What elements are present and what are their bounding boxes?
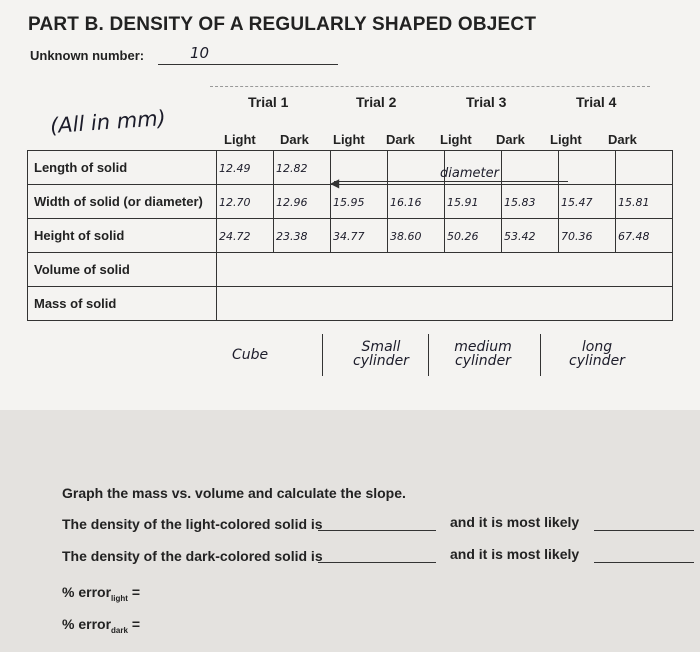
cell-value: 12.70 — [219, 196, 251, 209]
table-cell[interactable] — [445, 219, 502, 253]
cell-value: 15.95 — [333, 196, 365, 209]
dark-likely-prompt: and it is most likely — [450, 546, 580, 562]
diameter-note: diameter — [440, 166, 499, 181]
row-label-mass: Mass of solid — [28, 287, 217, 321]
cell-value: 24.72 — [219, 230, 251, 243]
table-cell[interactable] — [274, 151, 331, 185]
unknown-number-line — [158, 64, 338, 65]
light-density-prompt: The density of the light-colored solid is — [62, 516, 323, 532]
cell-value: 12.96 — [276, 196, 308, 209]
table-cell[interactable] — [559, 151, 616, 185]
divider — [428, 334, 429, 376]
diameter-arrow — [334, 181, 568, 182]
shape-label-small-cylinder: Small cylinder — [353, 339, 409, 369]
table-cell[interactable] — [616, 151, 673, 185]
table-row — [28, 287, 673, 321]
table-cell-empty[interactable] — [217, 253, 673, 287]
trial-2-header: Trial 2 — [356, 94, 397, 110]
shape-label-long-cylinder: long cylinder — [569, 339, 625, 369]
table-cell[interactable] — [502, 151, 559, 185]
cell-value: 15.83 — [504, 196, 536, 209]
table-cell[interactable] — [217, 185, 274, 219]
table-cell[interactable] — [445, 185, 502, 219]
cell-value: 70.36 — [561, 230, 593, 243]
error-label: % error — [62, 616, 112, 632]
cell-value: 12.82 — [276, 162, 308, 175]
table-cell[interactable] — [388, 219, 445, 253]
cell-value: 34.77 — [333, 230, 365, 243]
cell-value: 15.81 — [618, 196, 650, 209]
trial-1-header: Trial 1 — [248, 94, 289, 110]
table-cell[interactable] — [274, 185, 331, 219]
table-row — [28, 253, 673, 287]
trial-3-header: Trial 3 — [466, 94, 507, 110]
cell-value: 38.60 — [390, 230, 422, 243]
subheader-light: Light — [550, 132, 582, 147]
error-light-subscript: light — [111, 593, 128, 603]
table-cell[interactable] — [559, 185, 616, 219]
table-cell[interactable] — [217, 219, 274, 253]
subheader-dark: Dark — [280, 132, 309, 147]
dark-density-prompt: The density of the dark-colored solid is — [62, 548, 323, 564]
cell-value: 53.42 — [504, 230, 536, 243]
table-cell-empty[interactable] — [217, 287, 673, 321]
units-note: (All in mm) — [49, 105, 167, 139]
cell-value: 50.26 — [447, 230, 479, 243]
table-cell[interactable] — [502, 185, 559, 219]
error-label: % error — [62, 584, 112, 600]
shape-label-cube: Cube — [232, 347, 269, 363]
shape-label-medium-cylinder: medium cylinder — [454, 339, 512, 369]
subheader-dark: Dark — [608, 132, 637, 147]
divider — [322, 334, 323, 376]
unknown-number-label: Unknown number: — [30, 48, 145, 63]
table-row — [28, 185, 673, 219]
table-cell[interactable] — [388, 185, 445, 219]
dark-likely-blank[interactable] — [594, 562, 694, 563]
table-cell[interactable] — [616, 219, 673, 253]
cell-value: 12.49 — [219, 162, 251, 175]
equals-sign: = — [131, 584, 140, 600]
table-row — [28, 151, 673, 185]
light-likely-blank[interactable] — [594, 530, 694, 531]
light-density-blank[interactable] — [318, 530, 436, 531]
percent-error-light — [62, 584, 140, 603]
error-dark-subscript: dark — [111, 625, 128, 635]
row-label-width: Width of solid (or diameter) — [28, 185, 217, 219]
table-cell[interactable] — [616, 185, 673, 219]
table-cell[interactable] — [331, 219, 388, 253]
subheader-light: Light — [224, 132, 256, 147]
page-title: PART B. DENSITY OF A REGULARLY SHAPED OBJECT — [28, 14, 537, 35]
table-row — [28, 219, 673, 253]
subheader-light: Light — [440, 132, 472, 147]
row-label-length: Length of solid — [28, 151, 217, 185]
cell-value: 67.48 — [618, 230, 650, 243]
subheader-dark: Dark — [496, 132, 525, 147]
row-label-height: Height of solid — [28, 219, 217, 253]
cell-value: 15.91 — [447, 196, 479, 209]
data-table — [27, 150, 673, 321]
subheader-light: Light — [333, 132, 365, 147]
percent-error-dark — [62, 616, 140, 635]
table-cell[interactable] — [217, 151, 274, 185]
row-label-volume: Volume of solid — [28, 253, 217, 287]
table-cell[interactable] — [559, 219, 616, 253]
cell-value: 23.38 — [276, 230, 308, 243]
cell-value: 16.16 — [390, 196, 422, 209]
unknown-number-value: 10 — [190, 44, 210, 62]
equals-sign: = — [131, 616, 141, 632]
divider — [540, 334, 541, 376]
dark-density-blank[interactable] — [318, 562, 436, 563]
arrow-left-icon: ◀ — [330, 176, 340, 190]
subheader-dark: Dark — [386, 132, 415, 147]
header-rule — [210, 86, 650, 87]
trial-4-header: Trial 4 — [576, 94, 617, 110]
graph-instruction: Graph the mass vs. volume and calculate the slope. — [62, 485, 406, 501]
table-cell[interactable] — [388, 151, 445, 185]
table-cell[interactable] — [274, 219, 331, 253]
cell-value: 15.47 — [561, 196, 593, 209]
light-likely-prompt: and it is most likely — [450, 514, 580, 530]
table-cell[interactable] — [502, 219, 559, 253]
